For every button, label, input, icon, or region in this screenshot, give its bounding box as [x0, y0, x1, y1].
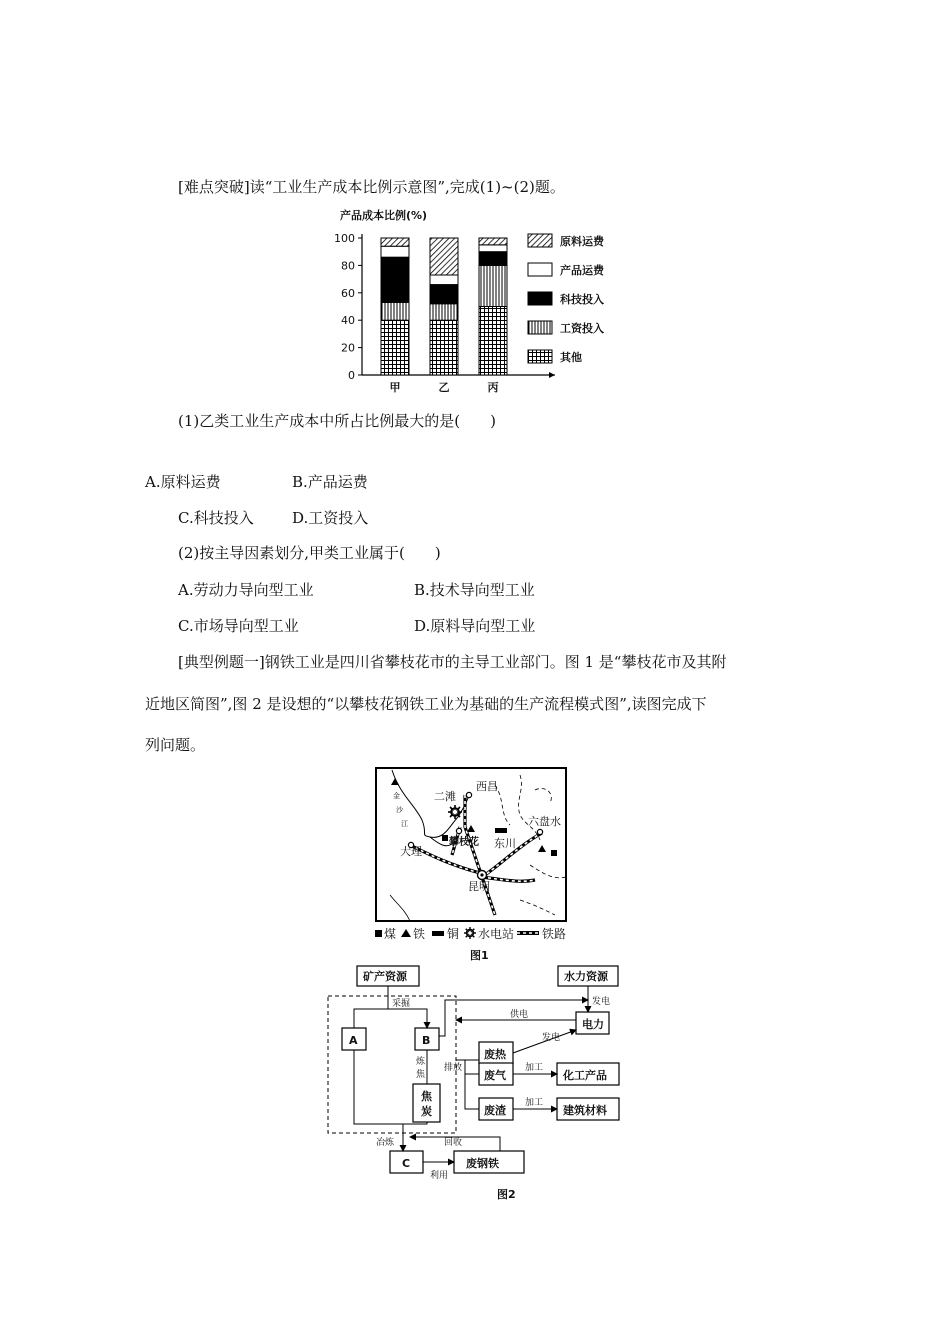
- label-chem: 化工产品: [563, 1069, 607, 1082]
- y-tick-label: 20: [341, 341, 355, 355]
- label-water: 水力资源: [564, 970, 608, 983]
- intro-text: [难点突破]读“工业生产成本比例示意图”,完成(1)~(2)题。: [178, 178, 565, 196]
- place-ertan: 二滩: [434, 790, 456, 803]
- label-build: 建筑材料: [563, 1104, 607, 1117]
- question-1: (1)乙类工业生产成本中所占比例最大的是( ): [178, 412, 496, 430]
- label-proc1: 加工: [525, 1063, 544, 1073]
- legend-label: 其他: [560, 351, 582, 364]
- label-c: C: [402, 1157, 411, 1170]
- flow-caption: 图2: [497, 1188, 516, 1201]
- y-tick-label: 100: [334, 232, 355, 245]
- legend-label: 工资投入: [560, 322, 604, 335]
- svg-text:铁路: 铁路: [542, 927, 567, 941]
- bar-segment: [430, 320, 458, 375]
- legend-swatch: [528, 263, 552, 276]
- q2-option-c: C.市场导向型工业: [178, 617, 299, 635]
- chart-ylabel: 产品成本比例(%): [340, 209, 428, 222]
- bar-segment: [479, 245, 507, 252]
- example-line-1: [典型例题一]钢铁工业是四川省攀枝花市的主导工业部门。图 1 是“攀枝花市及其附: [178, 653, 727, 671]
- label-a: A: [349, 1034, 358, 1047]
- x-tick-label: 甲: [389, 381, 401, 394]
- label-slag: 废渣: [484, 1104, 506, 1117]
- bar-segment: [479, 307, 507, 376]
- bar-segment: [430, 275, 458, 285]
- label-gas: 废气: [484, 1069, 506, 1082]
- question-2: (2)按主导因素划分,甲类工业属于( ): [178, 544, 441, 562]
- q1-option-b: B.产品运费: [292, 473, 368, 491]
- legend-swatch: [528, 234, 552, 247]
- legend-swatch: [528, 321, 552, 334]
- label-b: B: [422, 1034, 431, 1047]
- y-tick-label: 0: [348, 369, 355, 382]
- q2-option-a: A.劳动力导向型工业: [178, 581, 314, 599]
- y-tick-label: 40: [341, 314, 355, 328]
- label-smelt: 冶炼: [376, 1138, 395, 1148]
- legend-label: 原料运费: [560, 235, 604, 248]
- label-mineral: 矿产资源: [363, 970, 407, 983]
- label-supply: 供电: [510, 1010, 529, 1020]
- example-line-3: 列问题。: [145, 736, 206, 754]
- q1-option-c: C.科技投入: [178, 509, 254, 527]
- label-coking-2: 焦: [416, 1070, 426, 1080]
- label-mining: 采掘: [392, 999, 411, 1009]
- place-panzhihua: 攀枝花: [449, 837, 479, 848]
- production-flow: [320, 960, 630, 1205]
- bar-segment: [381, 238, 409, 246]
- place-dali: 大理: [400, 845, 422, 858]
- bar-segment: [430, 285, 458, 304]
- map-caption: 图1: [470, 949, 489, 962]
- bar-segment: [381, 246, 409, 257]
- example-line-2: 近地区简图”,图 2 是设想的“以攀枝花钢铁工业为基础的生产流程模式图”,读图完成下: [145, 695, 707, 713]
- legend-swatch: [528, 292, 552, 305]
- label-use: 利用: [430, 1171, 449, 1181]
- x-tick-label: 乙: [438, 381, 450, 394]
- river-label-1: 金: [393, 792, 400, 800]
- region-map: [370, 765, 585, 965]
- hydropower-icon: [448, 805, 462, 819]
- label-emit: 排放: [444, 1063, 463, 1073]
- bar-segment: [430, 304, 458, 320]
- label-coke-2: 炭: [421, 1105, 432, 1118]
- place-dongchuan: 东川: [494, 837, 516, 850]
- river-label-2: 沙: [396, 806, 403, 814]
- label-recycle: 回收: [444, 1138, 463, 1148]
- river-label-3: 江: [401, 820, 408, 828]
- legend-swatch: [528, 350, 552, 363]
- q1-option-d: D.工资投入: [292, 509, 369, 527]
- bar-segment: [381, 320, 409, 375]
- bar-segment: [479, 265, 507, 306]
- label-gen2: 发电: [542, 1033, 561, 1043]
- bar-segment: [381, 257, 409, 302]
- q2-option-d: D.原料导向型工业: [414, 617, 536, 635]
- coal-symbol: [442, 835, 448, 841]
- svg-text:水电站: 水电站: [478, 927, 515, 941]
- bar-segment: [479, 238, 507, 245]
- cost-chart: [300, 200, 630, 400]
- label-coking-1: 炼: [416, 1057, 426, 1067]
- label-scrap: 废钢铁: [466, 1157, 499, 1170]
- legend-label: 科技投入: [560, 293, 604, 306]
- x-axis-arrow: [549, 372, 555, 378]
- map-legend: [375, 926, 566, 941]
- copper-symbol: [495, 828, 507, 833]
- legend-label: 产品运费: [560, 264, 604, 277]
- place-xichang: 西昌: [476, 780, 498, 793]
- bar-segment: [381, 302, 409, 320]
- bar-segment: [430, 238, 458, 275]
- y-tick-label: 60: [341, 286, 355, 300]
- label-heat: 废热: [484, 1048, 506, 1061]
- q1-option-a: A.原料运费: [145, 473, 221, 491]
- svg-text:铁: 铁: [413, 927, 426, 941]
- svg-text:铜: 铜: [447, 927, 460, 941]
- svg-text:煤: 煤: [384, 927, 397, 941]
- bar-segment: [479, 252, 507, 266]
- place-liupanshui: 六盘水: [528, 815, 561, 828]
- label-gen1: 发电: [592, 997, 611, 1007]
- x-tick-label: 丙: [487, 381, 499, 394]
- coal-symbol: [551, 850, 557, 856]
- label-coke-1: 焦: [421, 1090, 432, 1103]
- q2-option-b: B.技术导向型工业: [414, 581, 535, 599]
- label-proc2: 加工: [525, 1098, 544, 1108]
- y-tick-label: 80: [341, 259, 355, 273]
- place-kunming: 昆明: [468, 880, 490, 893]
- label-power: 电力: [582, 1018, 604, 1031]
